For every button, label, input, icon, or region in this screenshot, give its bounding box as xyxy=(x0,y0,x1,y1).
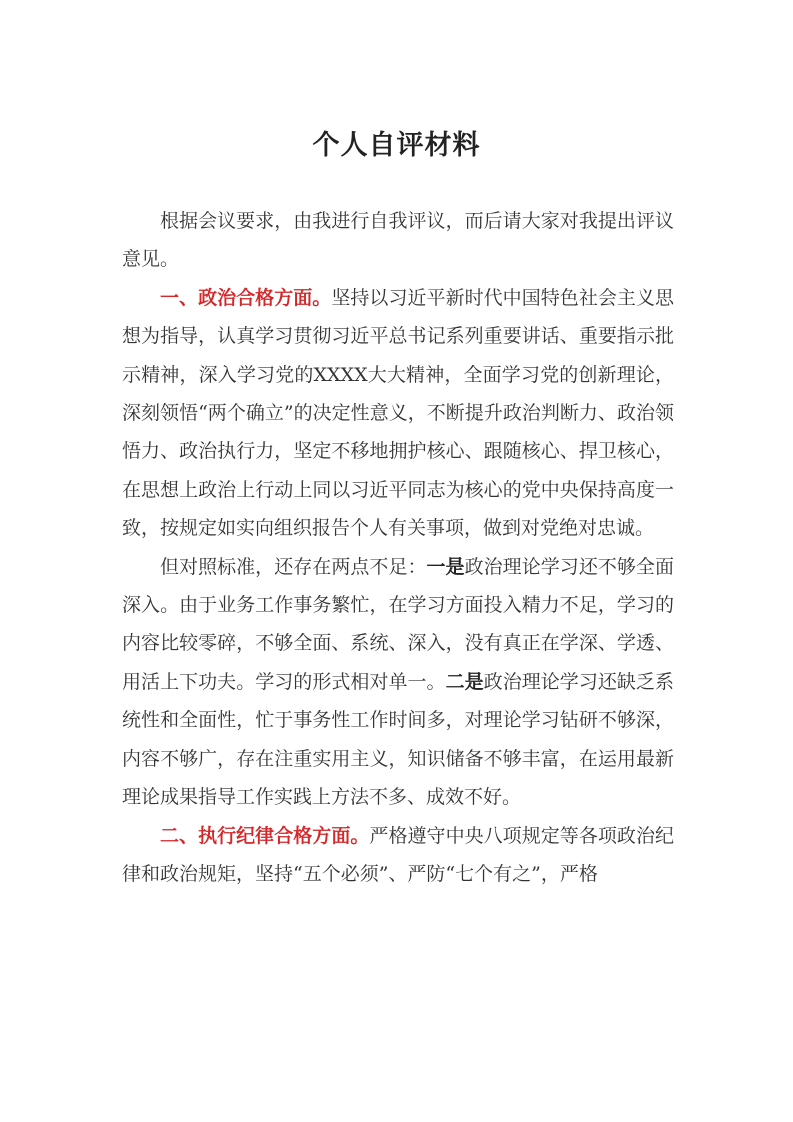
section2-paragraph xyxy=(122,817,674,894)
section2-heading: 二、执行纪律合格方面。 xyxy=(160,824,370,847)
point2-label: 二是 xyxy=(445,670,484,693)
point2-text: 政治理论学习还缺乏系统性和全面性，忙于事务性工作时间多，对理论学习钻研不够深，内容不够广，存在注重实用主义，知识储备不够丰富，在运用最新理论成果指导工作实践上方法不多、成效不好。 xyxy=(122,670,674,809)
point1-label: 一是 xyxy=(426,555,465,578)
document-title: 个人自评材料 xyxy=(312,130,481,161)
section1-heading: 一、政治合格方面。 xyxy=(160,286,332,309)
shortcomings-paragraph xyxy=(122,548,674,817)
document-body xyxy=(122,202,674,893)
intro-paragraph: 根据会议要求，由我进行自我评议，而后请大家对我提出评议意见。 xyxy=(122,210,674,271)
section1-paragraph xyxy=(122,279,674,548)
point1-text: 政治理论学习还不够全面深入。由于业务工作事务繁忙，在学习方面投入精力不足，学习的内容比较零碎，不够全面、系统、深入，没有真正在学深、学透、用活上下功夫。学习的形式相对单一。 xyxy=(122,555,674,693)
section1-text: 坚持以习近平新时代中国特色社会主义思想为指导，认真学习贯彻习近平总书记系列重要讲话、重要指示批示精神，深入学习党的XXXX大大精神，全面学习党的创新理论，深刻领悟“两个确立”的决定性意义，不断提升政治判断力、政治领悟力、政治执行力，坚定不移地拥护核心、跟随核心、捍卫核心，在思想上政治上行动上同以习近平同志为核心的党中央保持高度一致，按规定如实向组织报告个人有关事项，做到对党绝对忠诚。 xyxy=(122,286,674,540)
shortcomings-lead: 但对照标准，还存在两点不足： xyxy=(160,555,427,578)
section2-text: 严格遵守中央八项规定等各项政治纪律和政治规矩，坚持“五个必须”、严防“七个有之”，严格 xyxy=(122,824,674,885)
